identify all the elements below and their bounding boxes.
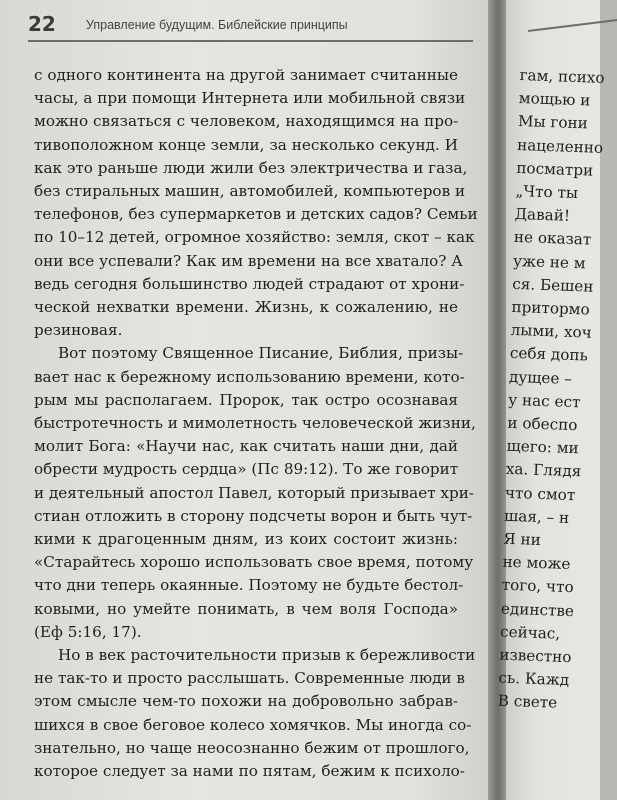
text-line: ческой нехватки времени. Жизнь, к сожалению, не bbox=[34, 298, 458, 317]
right-text-line: мощью и bbox=[518, 89, 591, 110]
text-line: часы, а при помощи Интернета или мобильной связи bbox=[34, 89, 466, 108]
text-line: как это раньше люди жили без электричества и газа, bbox=[34, 158, 468, 177]
right-text-line: уже не м bbox=[512, 251, 586, 273]
text-line: Вот поэтому Священное Писание, Библия, призы- bbox=[58, 344, 464, 363]
right-text-line: у нас ест bbox=[507, 390, 581, 412]
text-line: тивоположном конце земли, за несколько секунд. И bbox=[34, 135, 458, 154]
right-text-line: и обеспо bbox=[507, 413, 578, 435]
text-line: ковыми, но умейте понимать, в чем воля Господа» bbox=[34, 599, 458, 618]
text-line: что дни теперь окаянные. Поэтому не будьте бестол- bbox=[34, 576, 464, 595]
text-line: (Еф 5:16, 17). bbox=[34, 622, 142, 641]
right-text-line: единстве bbox=[500, 599, 575, 620]
text-line: «Старайтесь хорошо использовать свое время, потому bbox=[34, 553, 474, 572]
text-line: которое следует за нами по пятам, бежим к психоло- bbox=[34, 762, 465, 781]
body-text bbox=[34, 64, 478, 783]
right-text-line: шая, – н bbox=[503, 506, 570, 527]
right-text-line: В свете bbox=[497, 692, 558, 713]
text-line: шихся в свое беговое колесо хомячков. Мы иногда со- bbox=[34, 715, 472, 734]
text-line: не так-то и просто расслышать. Современные люди в bbox=[34, 669, 465, 688]
text-line: ведь сегодня большинство людей страдают от хрони- bbox=[34, 274, 465, 293]
text-line: с одного континента на другой занимает считанные bbox=[34, 66, 459, 84]
right-text-line: того, что bbox=[501, 576, 574, 597]
running-title: Управление будущим. Библейские принципы bbox=[86, 18, 348, 32]
right-text-line: сь. Кажд bbox=[498, 668, 570, 690]
header-rule bbox=[28, 40, 473, 42]
text-line: Но в век расточительности призыв к бережливости bbox=[58, 646, 476, 665]
text-line: рым мы располагаем. Пророк, так остро осознавая bbox=[34, 390, 458, 409]
right-text-line: ся. Бешен bbox=[512, 274, 594, 296]
right-page bbox=[497, 0, 605, 800]
right-text-line: Мы гони bbox=[517, 112, 589, 133]
text-line: по 10–12 детей, огромное хозяйство: земля, скот – как bbox=[34, 228, 475, 247]
right-text-line: Я ни bbox=[503, 529, 542, 550]
text-line: они все успевали? Как им времени на все хватало? А bbox=[34, 251, 463, 270]
right-text-line: что смот bbox=[504, 483, 576, 504]
right-text-line: дущее – bbox=[508, 367, 573, 388]
page-number: 22 bbox=[28, 12, 56, 36]
right-text-line: ха. Глядя bbox=[505, 460, 582, 481]
text-line: резиновая. bbox=[34, 321, 123, 340]
text-line: кими к драгоценным дням, из коих состоит жизнь: bbox=[34, 530, 458, 549]
right-text-line: не оказат bbox=[513, 228, 592, 250]
text-line: знательно, но чаще неосознанно бежим от прошлого, bbox=[34, 738, 470, 757]
right-text-line: себя допь bbox=[509, 344, 589, 365]
text-line: телефонов, без супермаркетов и детских садов? Семьи bbox=[34, 205, 478, 224]
right-text-line: щего: ми bbox=[506, 437, 580, 458]
text-line: быстротечность и мимолетность человеческой жизни, bbox=[34, 414, 476, 433]
text-line: можно связаться с человеком, находящимся на про- bbox=[34, 112, 459, 131]
text-line: и деятельный апостол Павел, который призывает хри- bbox=[34, 483, 474, 502]
text-line: стиан отложить в сторону подсчеты ворон и быть чут- bbox=[34, 506, 473, 525]
text-line: молит Бога: «Научи нас, как считать наши дни, дай bbox=[34, 437, 458, 456]
right-text-line: не може bbox=[502, 552, 571, 574]
right-header-rule bbox=[528, 19, 617, 32]
right-text-line: сейчас, bbox=[499, 622, 561, 643]
right-text-line: лыми, хоч bbox=[510, 321, 593, 342]
right-text-line: нацеленно bbox=[516, 135, 604, 157]
right-text-line: притормо bbox=[511, 297, 590, 319]
text-line: вает нас к бережному использованию времени, кото- bbox=[34, 367, 465, 386]
right-text-line: Давай! bbox=[514, 205, 571, 226]
right-text-line: „Что ты bbox=[515, 181, 579, 203]
right-text-line: гам, психо bbox=[519, 65, 605, 87]
text-line: обрести мудрость сердца» (Пс 89:12). То же говорит bbox=[34, 460, 459, 479]
text-line: этом смысле чем-то похожи на добровольно забрав- bbox=[34, 692, 458, 711]
right-page-text bbox=[497, 64, 606, 716]
right-text-line: известно bbox=[499, 645, 572, 667]
page-header bbox=[28, 12, 468, 42]
right-text-line: посматри bbox=[516, 158, 594, 180]
text-line: без стиральных машин, автомобилей, компьютеров и bbox=[34, 182, 466, 201]
